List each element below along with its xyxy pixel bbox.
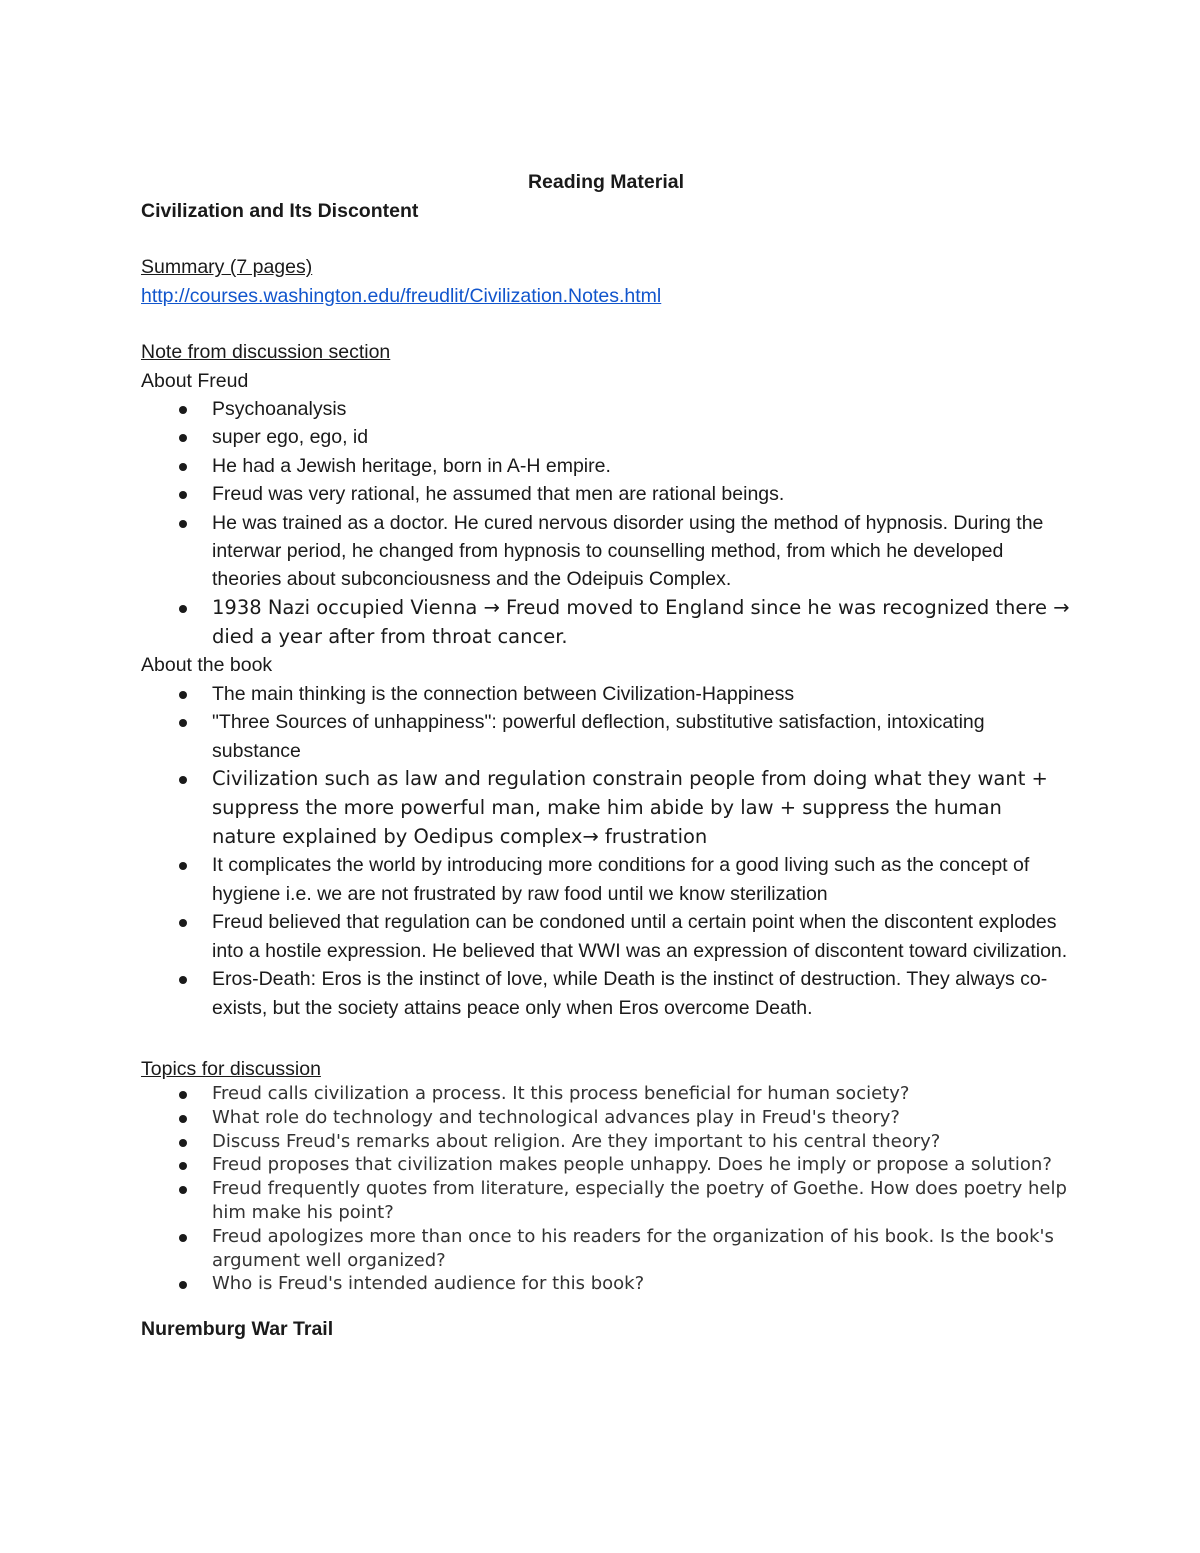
bullet-icon bbox=[179, 976, 187, 984]
bullet-icon bbox=[179, 1234, 187, 1242]
bullet-icon bbox=[179, 1139, 187, 1147]
list-item: He had a Jewish heritage, born in A-H empire. bbox=[141, 452, 1071, 480]
list-item: Freud frequently quotes from literature, especially the poetry of Goethe. How does poetry help him make his point? bbox=[141, 1177, 1071, 1225]
list-item: super ego, ego, id bbox=[141, 423, 1071, 451]
list-item: Who is Freud's intended audience for this book? bbox=[141, 1272, 1071, 1296]
list-item: 1938 Nazi occupied Vienna → Freud moved to England since he was recognized there → died a year after from throat cancer. bbox=[141, 594, 1071, 652]
list-item: The main thinking is the connection between Civilization-Happiness bbox=[141, 680, 1071, 708]
bullet-icon bbox=[179, 1162, 187, 1170]
document-title: Reading Material bbox=[527, 171, 685, 193]
about-book-list bbox=[141, 680, 1071, 1022]
summary-label: Summary (7 pages) bbox=[141, 256, 313, 279]
bullet-icon bbox=[179, 1115, 187, 1123]
bullet-icon bbox=[179, 605, 187, 613]
bullet-icon bbox=[179, 406, 187, 414]
topics-label: Topics for discussion bbox=[141, 1057, 321, 1080]
list-item: Freud calls civilization a process. It this process beneficial for human society? bbox=[141, 1082, 1071, 1106]
bullet-icon bbox=[179, 1281, 187, 1289]
section-heading-nuremburg: Nuremburg War Trail bbox=[141, 1318, 334, 1341]
bullet-icon bbox=[179, 776, 187, 784]
list-item: Eros-Death: Eros is the instinct of love, while Death is the instinct of destruction. They always co-exists, but the society attains peace only when Eros overcome Death. bbox=[141, 965, 1071, 1022]
list-item: Psychoanalysis bbox=[141, 395, 1071, 423]
list-item: Freud believed that regulation can be condoned until a certain point when the discontent explodes into a hostile expression. He believed that WWI was an expression of discontent toward civilization. bbox=[141, 908, 1071, 965]
list-item: Freud was very rational, he assumed that men are rational beings. bbox=[141, 480, 1071, 508]
bullet-icon bbox=[179, 1091, 187, 1099]
summary-link[interactable]: http://courses.washington.edu/freudlit/Civilization.Notes.html bbox=[141, 284, 662, 307]
bullet-icon bbox=[179, 719, 187, 727]
note-label: Note from discussion section bbox=[141, 341, 391, 364]
list-item: What role do technology and technological advances play in Freud's theory? bbox=[141, 1106, 1071, 1130]
list-item: Freud apologizes more than once to his readers for the organization of his book. Is the book's argument well organized? bbox=[141, 1225, 1071, 1273]
bullet-icon bbox=[179, 491, 187, 499]
list-item: Discuss Freud's remarks about religion. Are they important to his central theory? bbox=[141, 1130, 1071, 1154]
about-freud-list bbox=[141, 395, 1071, 651]
topics-list bbox=[141, 1082, 1071, 1296]
list-item: "Three Sources of unhappiness": powerful deflection, substitutive satisfaction, intoxicating substance bbox=[141, 708, 1071, 765]
bullet-icon bbox=[179, 691, 187, 699]
list-item: Freud proposes that civilization makes people unhappy. Does he imply or propose a solution? bbox=[141, 1153, 1071, 1177]
about-book-label: About the book bbox=[141, 654, 273, 677]
section-heading-civilization: Civilization and Its Discontent bbox=[141, 200, 419, 222]
bullet-icon bbox=[179, 434, 187, 442]
about-freud-label: About Freud bbox=[141, 369, 249, 392]
bullet-icon bbox=[179, 520, 187, 528]
bullet-icon bbox=[179, 1186, 187, 1194]
bullet-icon bbox=[179, 862, 187, 870]
list-item: Civilization such as law and regulation constrain people from doing what they want + suppress the more powerful man, make him abide by law + suppress the human nature explained by Oedipus complex→ frustration bbox=[141, 765, 1071, 851]
bullet-icon bbox=[179, 463, 187, 471]
list-item: It complicates the world by introducing more conditions for a good living such as the concept of hygiene i.e. we are not frustrated by raw food until we know sterilization bbox=[141, 851, 1071, 908]
document-page bbox=[141, 168, 1071, 1344]
bullet-icon bbox=[179, 919, 187, 927]
list-item: He was trained as a doctor. He cured nervous disorder using the method of hypnosis. During the interwar period, he changed from hypnosis to counselling method, from which he developed theories about subconciousness and the Odeipuis Complex. bbox=[141, 509, 1071, 594]
